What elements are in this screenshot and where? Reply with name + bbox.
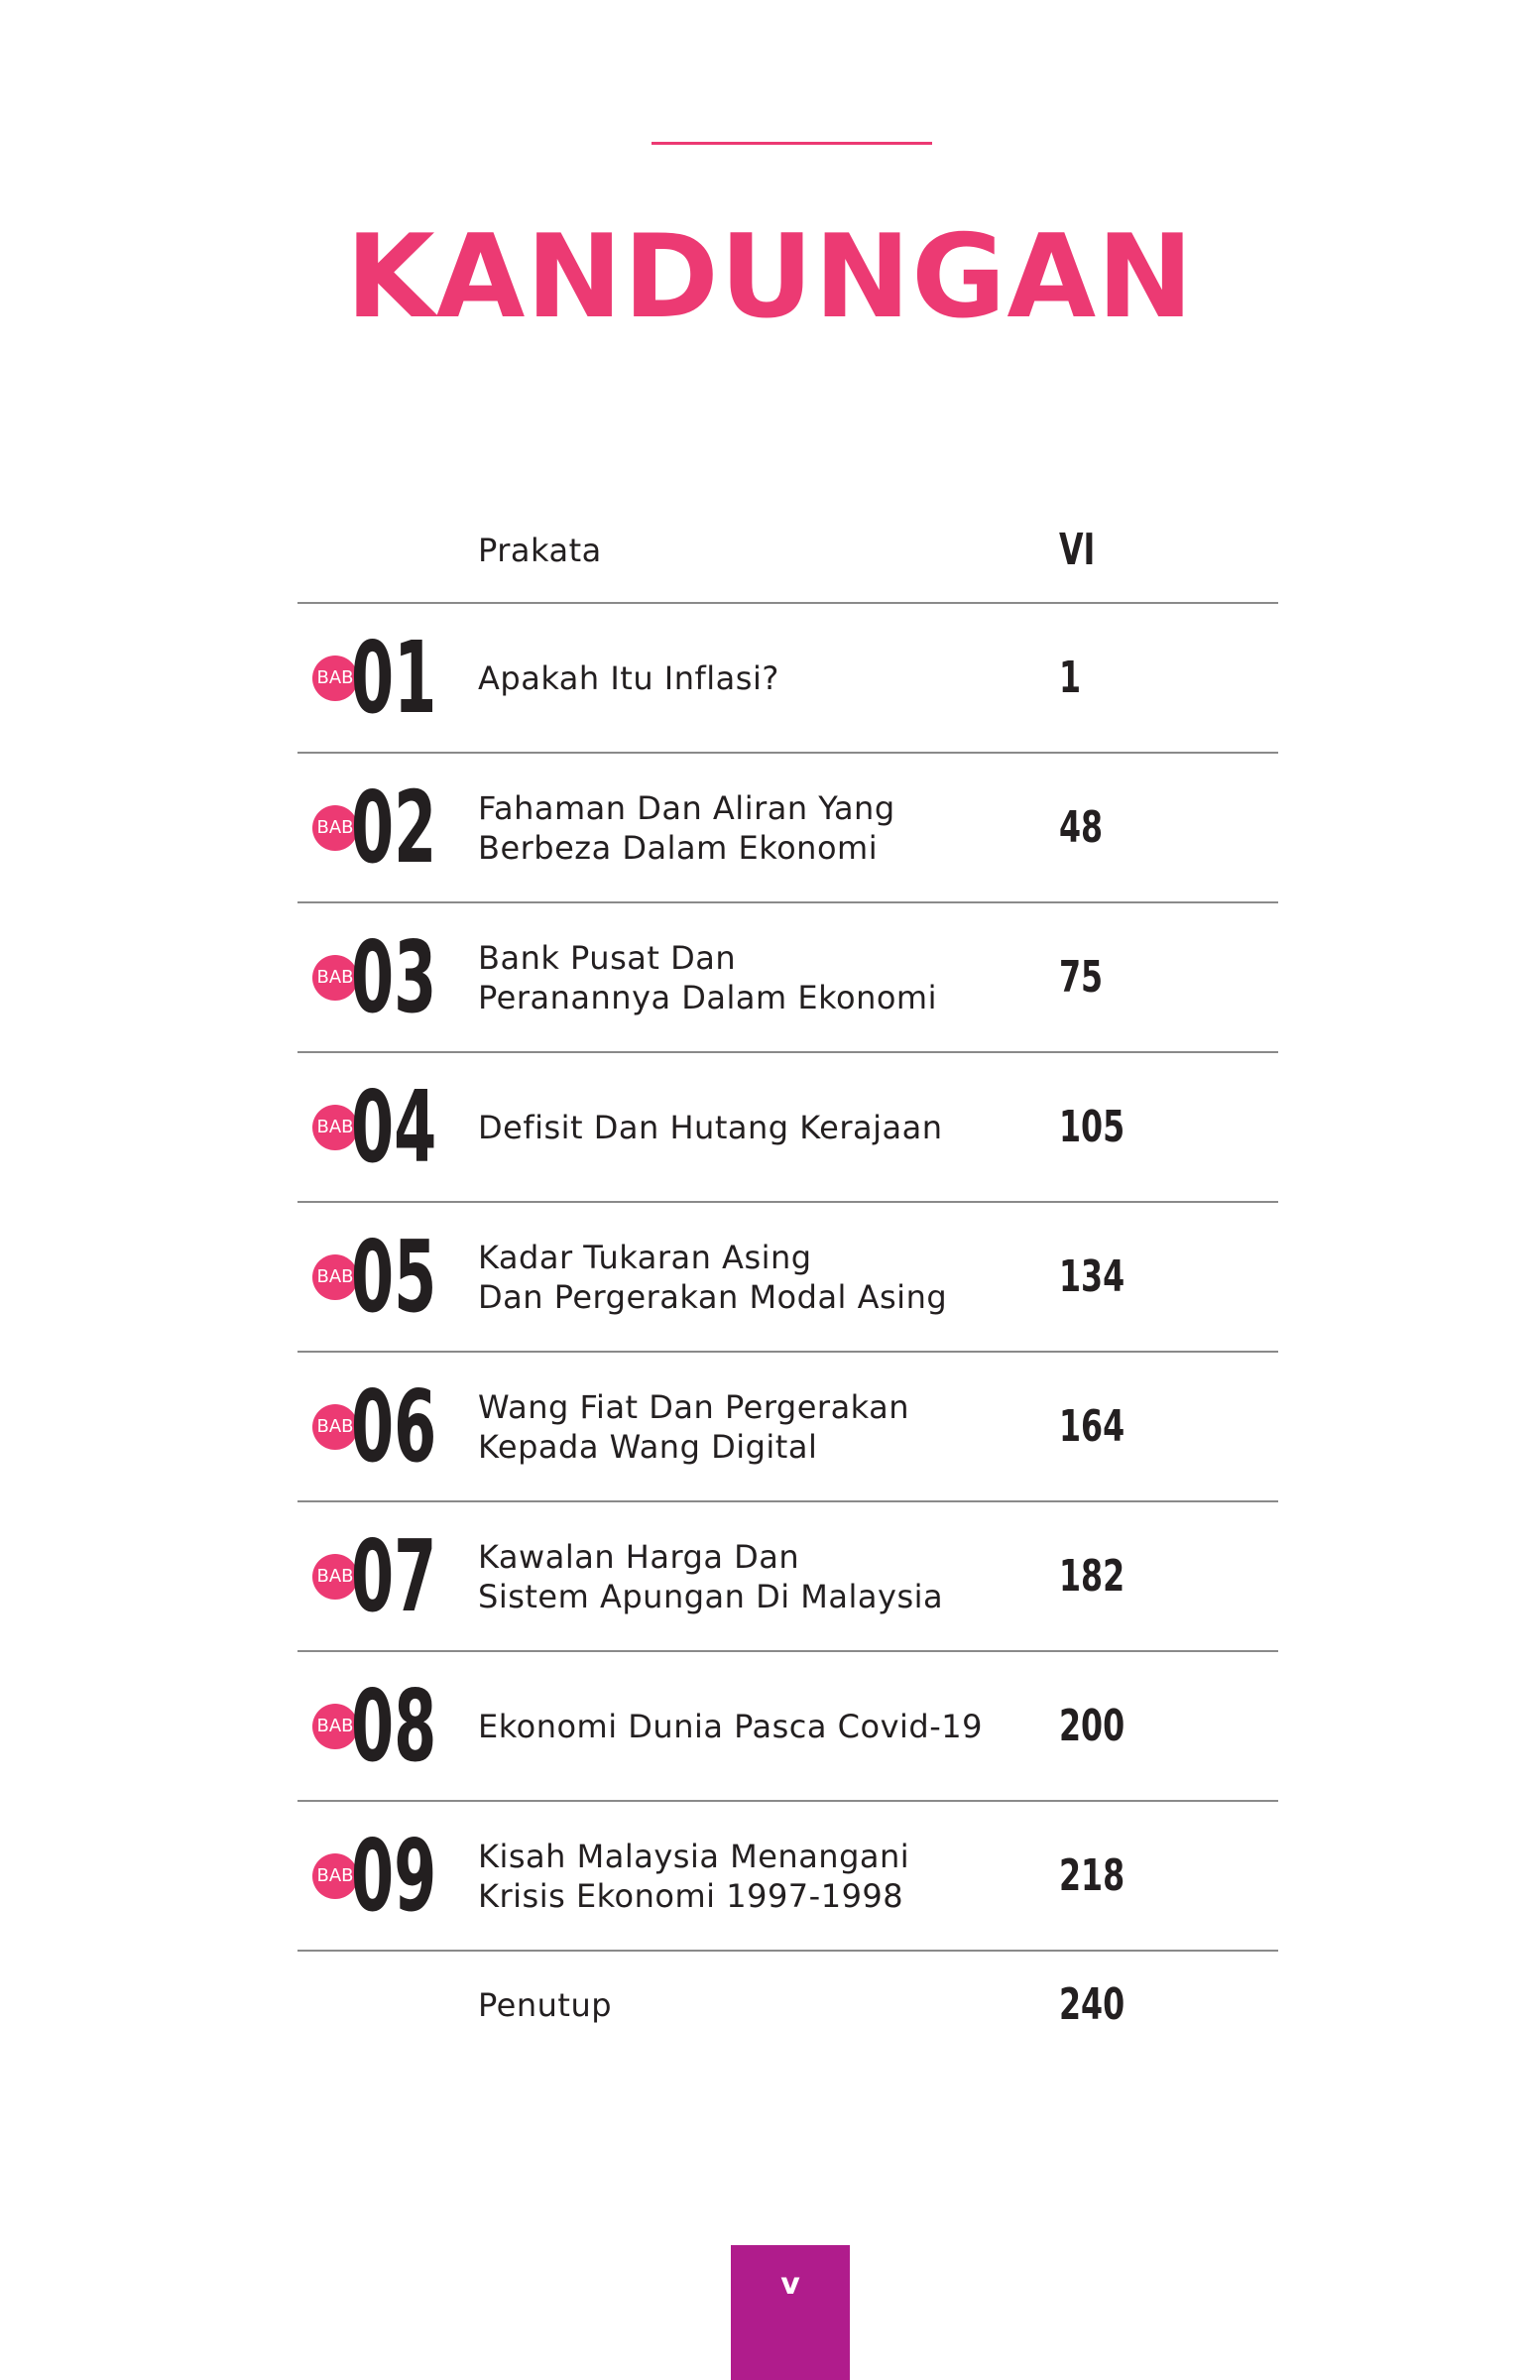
title-accent-rule	[652, 142, 932, 145]
toc-row-chapter[interactable]	[297, 1652, 1278, 1802]
bab-badge: BAB	[312, 1105, 358, 1150]
toc-page-number: 240	[1059, 1979, 1125, 2030]
toc-row-chapter[interactable]	[297, 754, 1278, 903]
chapter-number: 06	[351, 1368, 437, 1485]
chapter-number: 08	[351, 1667, 437, 1784]
toc-row-chapter[interactable]	[297, 1353, 1278, 1502]
bab-badge: BAB	[312, 805, 358, 851]
toc-entry-label: Penutup	[478, 1986, 613, 2024]
bab-badge: BAB	[312, 1853, 358, 1899]
toc-entry-label: Fahaman Dan Aliran Yang Berbeza Dalam Ekonomi	[478, 788, 895, 867]
chapter-number: 05	[351, 1218, 437, 1335]
toc-entry-label: Kadar Tukaran Asing Dan Pergerakan Modal Asing	[478, 1238, 948, 1316]
toc-entry-label: Kisah Malaysia Menangani Krisis Ekonomi 1997-1998	[478, 1837, 910, 1915]
toc-page-number: 164	[1059, 1400, 1125, 1452]
toc-entry-label: Wang Fiat Dan Pergerakan Kepada Wang Digital	[478, 1387, 910, 1466]
toc-row-chapter[interactable]	[297, 1053, 1278, 1203]
toc-page-number: 48	[1059, 801, 1104, 853]
bab-badge: BAB	[312, 1404, 358, 1450]
toc-page-number: 182	[1059, 1550, 1125, 1602]
chapter-number: 02	[351, 769, 437, 886]
chapter-number: 03	[351, 918, 437, 1035]
table-of-contents	[297, 493, 1278, 2061]
toc-page-number: 218	[1059, 1849, 1125, 1901]
toc-row-chapter[interactable]	[297, 1203, 1278, 1353]
bab-badge: BAB	[312, 1554, 358, 1600]
toc-entry-label: Kawalan Harga Dan Sistem Apungan Di Malaysia	[478, 1537, 944, 1615]
toc-page-number: 105	[1059, 1101, 1125, 1152]
bab-badge: BAB	[312, 655, 358, 701]
bab-badge: BAB	[312, 955, 358, 1001]
chapter-number: 07	[351, 1517, 437, 1634]
bab-badge: BAB	[312, 1704, 358, 1749]
toc-row-penutup[interactable]	[297, 1952, 1278, 2061]
bab-badge: BAB	[312, 1254, 358, 1300]
toc-row-chapter[interactable]	[297, 1502, 1278, 1652]
toc-page-number: 134	[1059, 1250, 1125, 1302]
toc-row-prakata[interactable]	[297, 493, 1278, 604]
toc-page-number: 1	[1059, 652, 1082, 703]
page-folio: v	[731, 2245, 850, 2380]
chapter-number: 04	[351, 1068, 437, 1185]
toc-entry-label: Defisit Dan Hutang Kerajaan	[478, 1108, 943, 1146]
toc-entry-label: Ekonomi Dunia Pasca Covid-19	[478, 1707, 983, 1745]
chapter-number: 09	[351, 1817, 437, 1934]
chapter-number: 01	[351, 619, 437, 736]
toc-entry-label: Apakah Itu Inflasi?	[478, 658, 779, 697]
toc-row-chapter[interactable]	[297, 1802, 1278, 1952]
toc-page-number: 75	[1059, 951, 1104, 1003]
toc-entry-label: Bank Pusat Dan Peranannya Dalam Ekonomi	[478, 938, 937, 1016]
toc-entry-label: Prakata	[478, 532, 602, 569]
toc-row-chapter[interactable]	[297, 903, 1278, 1053]
toc-page-number: VI	[1059, 525, 1096, 575]
toc-row-chapter[interactable]	[297, 604, 1278, 754]
toc-page-number: 200	[1059, 1700, 1125, 1751]
page-title: KANDUNGAN	[345, 210, 1195, 344]
